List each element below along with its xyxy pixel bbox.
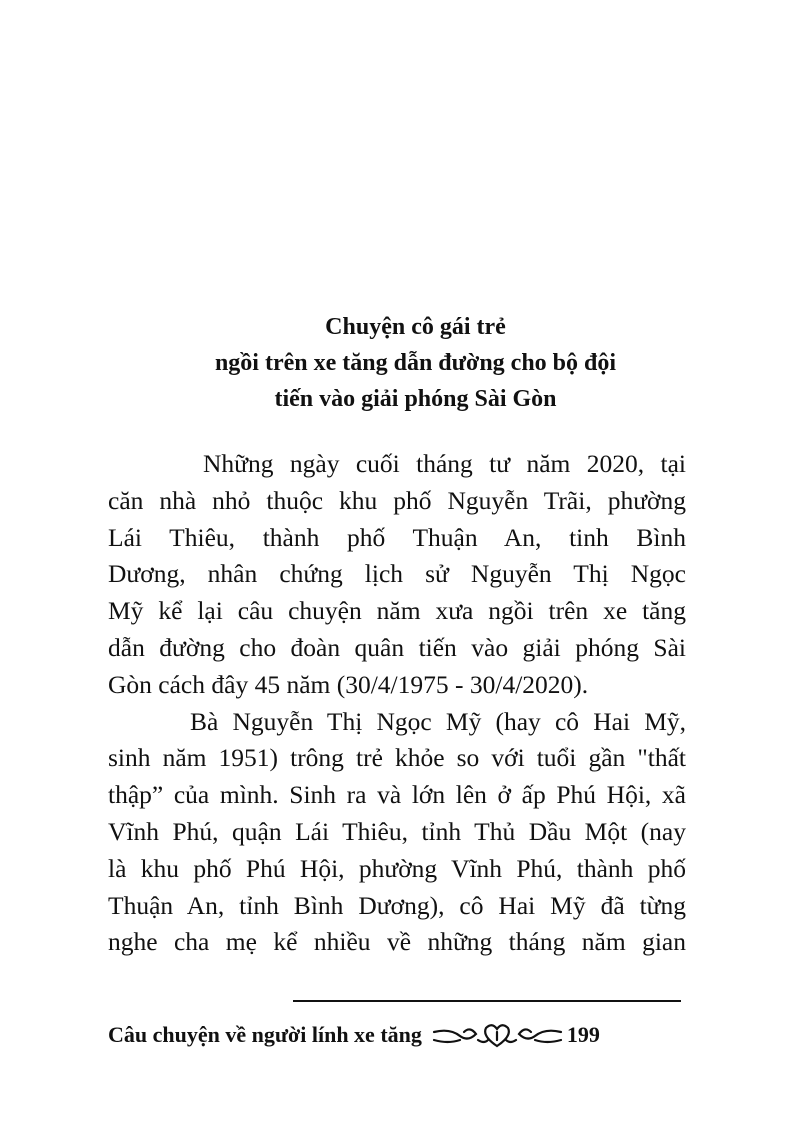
footer-rule — [293, 1000, 681, 1002]
paragraph-1 — [108, 446, 686, 704]
text-line: Gòn cách đây 45 năm (30/4/1975 - 30/4/2020). — [108, 669, 589, 699]
text-line: là khu phố Phú Hội, phường Vĩnh Phú, thành phố — [108, 853, 686, 883]
text-line: Mỹ kể lại câu chuyện năm xưa ngồi trên xe tăng — [108, 596, 686, 626]
text-line: căn nhà nhỏ thuộc khu phố Nguyễn Trãi, phường — [108, 485, 686, 515]
title-line: Chuyện cô gái trẻ — [325, 314, 506, 340]
text-line: nghe cha mẹ kể nhiều về những tháng năm gian — [108, 927, 686, 957]
text-line: thập” của mình. Sinh ra và lớn lên ở ấp Phú Hội, xã — [108, 780, 686, 810]
running-footer-title: Câu chuyện về người lính xe tăng — [108, 1022, 422, 1047]
page-footer — [108, 1018, 688, 1052]
text-line: dẫn đường cho đoàn quân tiến vào giải phóng Sài — [108, 632, 686, 662]
text-line: Lái Thiêu, thành phố Thuận An, tinh Bình — [108, 522, 686, 552]
paragraph-2 — [108, 704, 686, 962]
title-line: ngồi trên xe tăng dẫn đường cho bộ đội — [214, 350, 617, 376]
text-line: Dương, nhân chứng lịch sử Nguyễn Thị Ngọc — [108, 559, 686, 589]
chapter-title — [0, 309, 793, 417]
page-number: 199 — [566, 1022, 600, 1047]
text-line: Vĩnh Phú, quận Lái Thiêu, tỉnh Thủ Dầu Một (nay — [108, 816, 686, 846]
text-line: sinh năm 1951) trông trẻ khỏe so với tuổi gần "thất — [108, 743, 686, 773]
text-line: Những ngày cuối tháng tư năm 2020, tại — [203, 449, 686, 478]
body-text — [108, 446, 686, 961]
flourish-ornament-icon — [430, 1020, 565, 1050]
text-line: Bà Nguyễn Thị Ngọc Mỹ (hay cô Hai Mỹ, — [190, 706, 686, 736]
title-line: tiến vào giải phóng Sài Gòn — [274, 386, 557, 412]
text-line: Thuận An, tỉnh Bình Dương), cô Hai Mỹ đã từng — [108, 890, 686, 920]
